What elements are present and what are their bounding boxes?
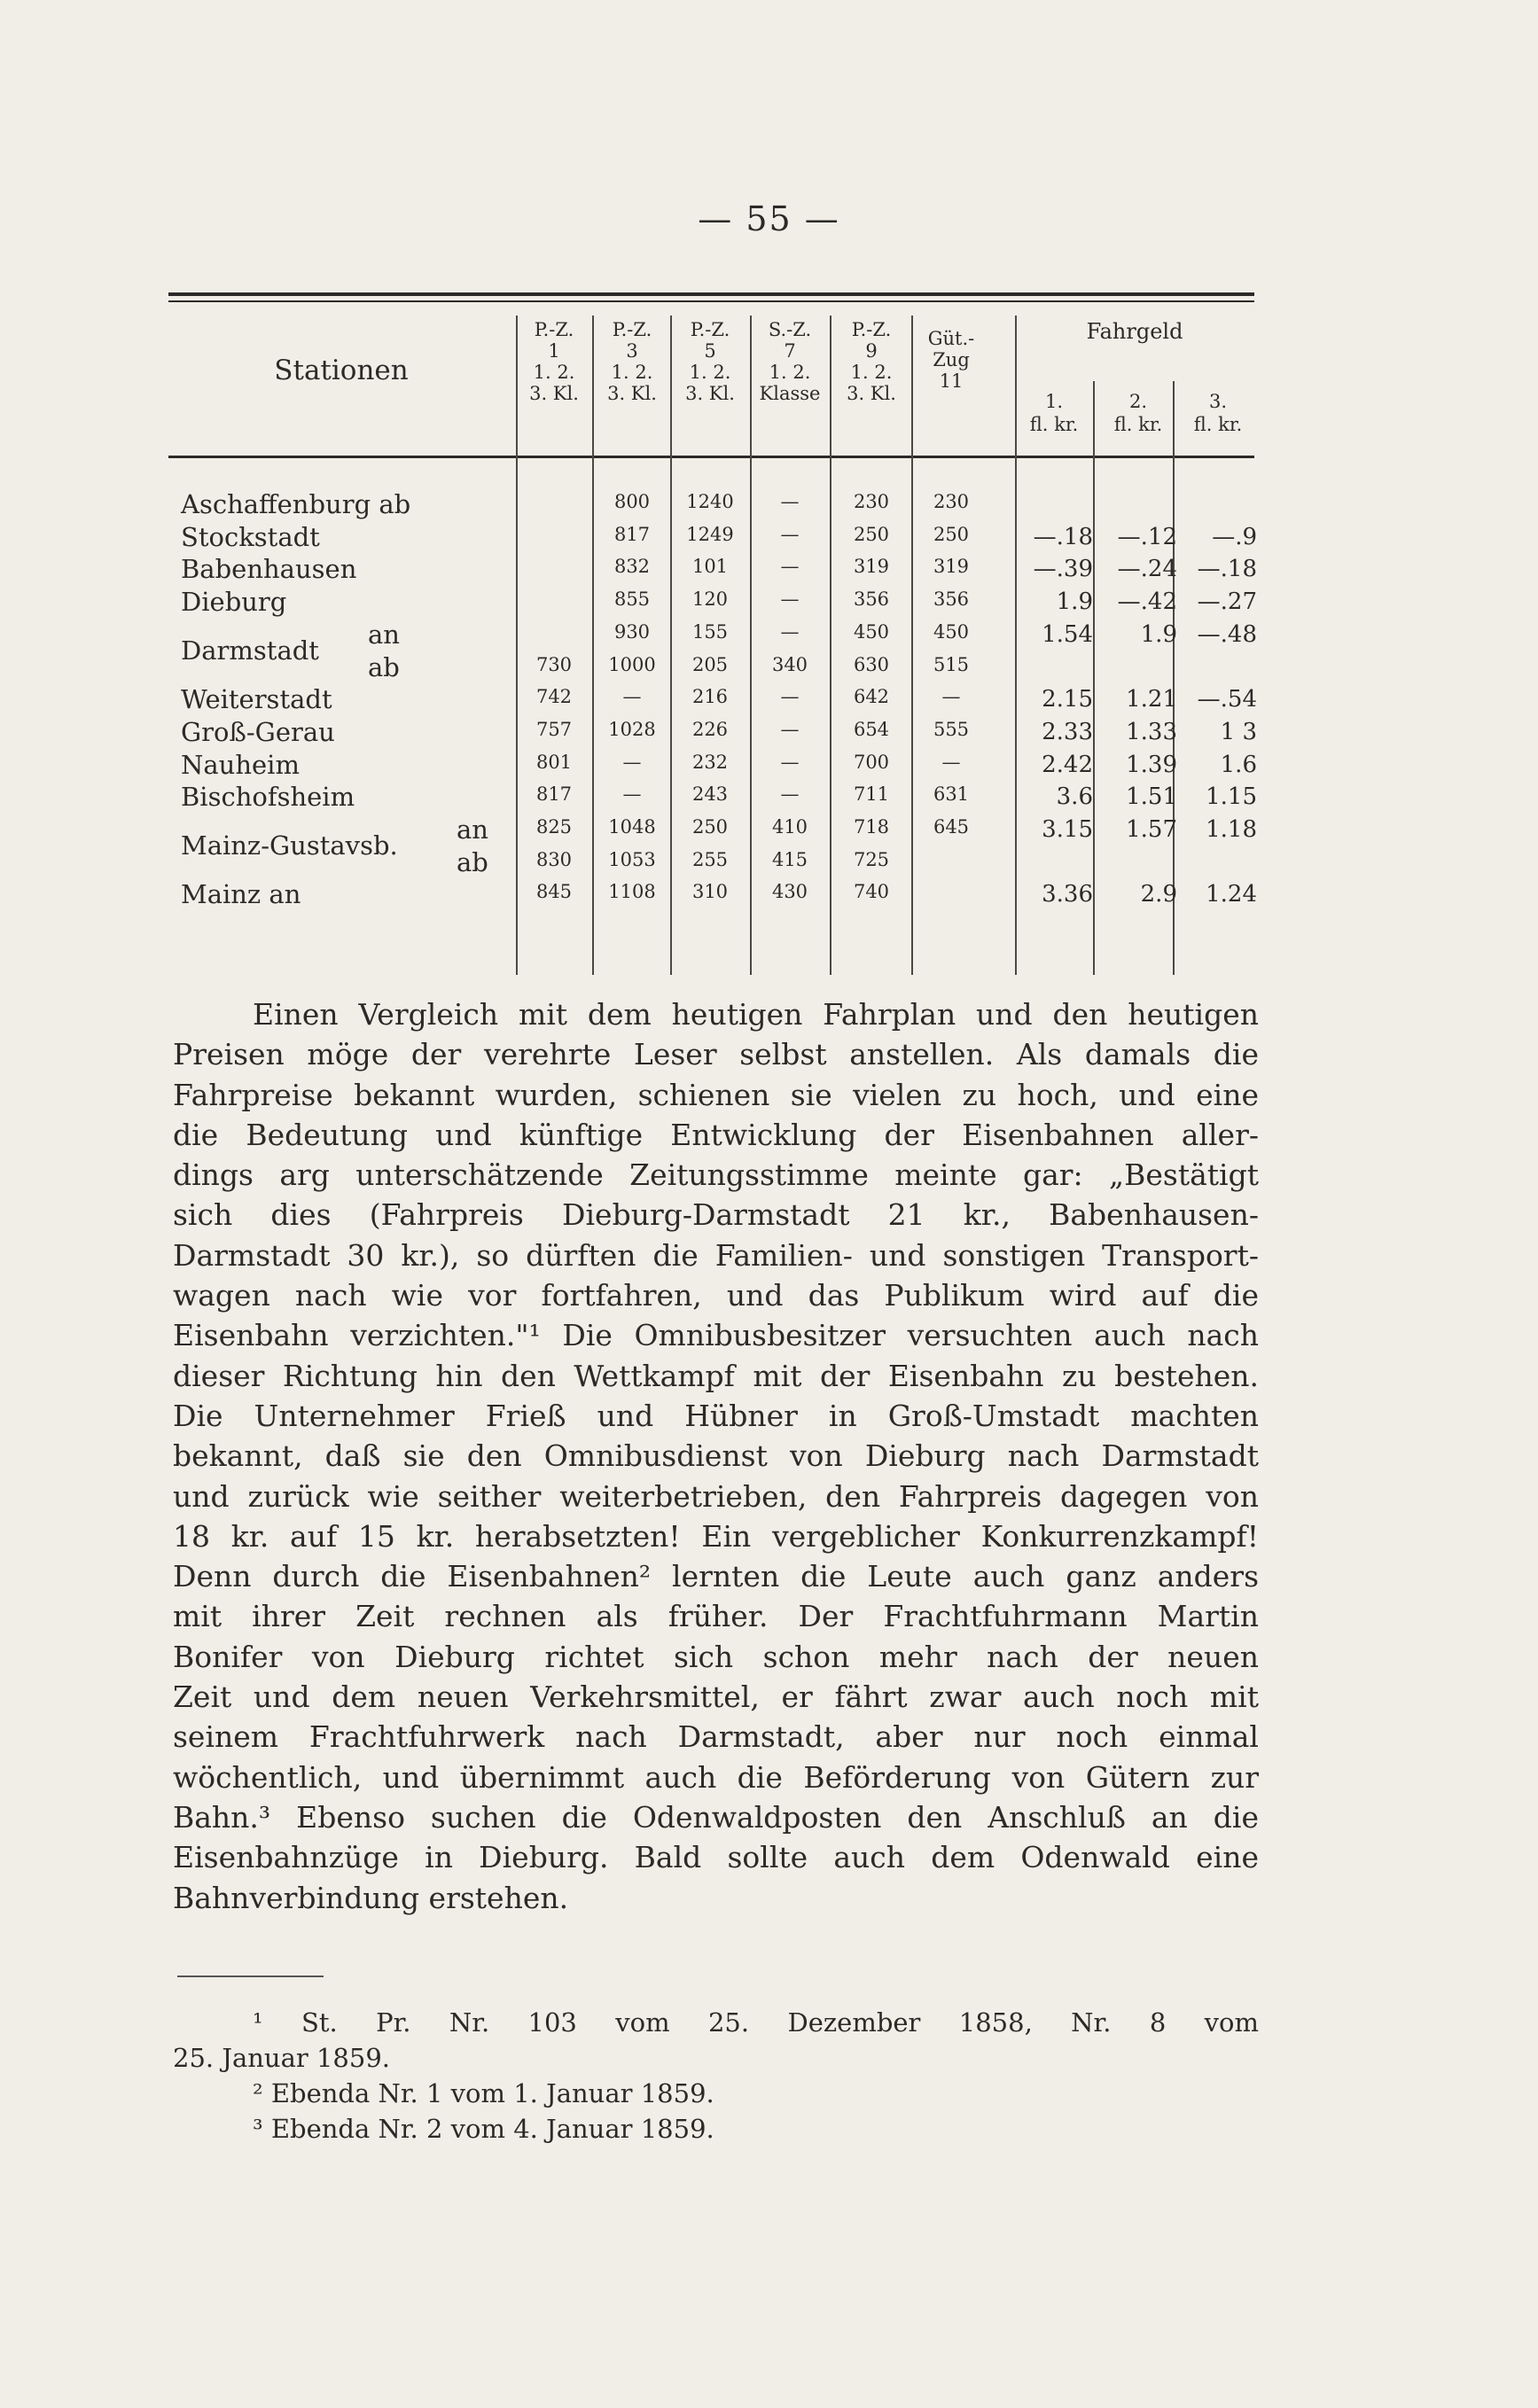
- fare-cell: 1.24: [1206, 881, 1257, 908]
- time-cell: 711: [853, 783, 890, 806]
- fare-cell: —.42: [1117, 588, 1177, 616]
- time-cell: 319: [853, 556, 890, 578]
- column-header-line: P.-Z.: [534, 319, 574, 340]
- column-header-line: Klasse: [759, 383, 821, 404]
- body-text-line: Eisenbahnzüge in Dieburg. Bald sollte auch dem Odenwald eine: [173, 1840, 1259, 1875]
- footnote-line: ² Ebenda Nr. 1 vom 1. Januar 1859.: [253, 2078, 714, 2108]
- column-header-line: 7: [784, 340, 796, 362]
- fare-cell: 3.36: [1042, 881, 1093, 908]
- fare-column-header-line: 2.: [1128, 391, 1148, 412]
- time-cell: 817: [613, 523, 651, 545]
- body-text-line: Eisenbahn verzichten."¹ Die Omnibusbesitzer versuchten auch nach: [173, 1318, 1259, 1353]
- station-name: Groß-Gerau: [181, 716, 335, 747]
- time-cell: —: [780, 620, 800, 643]
- time-cell: 654: [853, 718, 890, 740]
- fare-column-header: [1015, 390, 1093, 436]
- fare-cell: 1.21: [1126, 686, 1177, 713]
- time-cell: 450: [933, 620, 970, 643]
- body-text-line: die Bedeutung und künftige Entwicklung der Eisenbahnen aller-: [173, 1117, 1259, 1152]
- time-cell: 718: [853, 816, 890, 838]
- time-cell: 1249: [686, 523, 734, 545]
- table-row: [168, 587, 1257, 620]
- column-header-line: 5: [704, 340, 716, 362]
- fare-cell: —.18: [1033, 523, 1093, 550]
- station-name-darmstadt: Darmstadt: [181, 635, 319, 666]
- station-name: Mainz an: [181, 879, 301, 910]
- column-header-line: 1. 2.: [850, 362, 893, 383]
- body-text-line: Preisen möge der verehrte Leser selbst anstellen. Als damals die: [173, 1037, 1259, 1072]
- fare-cell: —.9: [1212, 523, 1257, 550]
- fare-cell: —.24: [1117, 556, 1177, 583]
- time-cell: 450: [853, 620, 890, 643]
- fare-column-header: [1099, 390, 1177, 436]
- column-header-line: S.-Z.: [768, 319, 812, 340]
- body-text-line: Darmstadt 30 kr.), so dürften die Familien- und sonstigen Transport-: [173, 1237, 1259, 1273]
- time-cell: 1108: [608, 881, 656, 903]
- time-cell: 250: [691, 816, 729, 838]
- page-number: — 55 —: [698, 199, 840, 238]
- time-cell: 631: [933, 783, 970, 806]
- fare-cell: —.39: [1033, 556, 1093, 583]
- column-header-line: 1. 2.: [689, 362, 731, 383]
- time-cell: 1000: [608, 653, 656, 675]
- column-header-line: 1. 2.: [611, 362, 653, 383]
- fare-cell: 1.6: [1220, 751, 1257, 778]
- table-row: [168, 782, 1257, 814]
- time-cell: —: [780, 523, 800, 545]
- time-cell: —: [780, 491, 800, 512]
- time-cell: 800: [613, 491, 651, 512]
- fare-cell: 3.15: [1042, 816, 1093, 843]
- time-cell: 757: [535, 718, 573, 740]
- fare-column-header-line: fl. kr.: [1029, 414, 1079, 435]
- column-header-line: 3: [626, 340, 638, 362]
- time-cell: 243: [691, 783, 729, 806]
- body-text-line: Bahn.³ Ebenso suchen die Odenwaldposten den Anschluß an die: [173, 1799, 1259, 1835]
- column-header-line: 1. 2.: [533, 362, 575, 383]
- fare-cell: 1.51: [1126, 783, 1177, 811]
- fare-cell: 2.33: [1042, 718, 1093, 745]
- column-header-line: 3. Kl.: [529, 383, 579, 404]
- time-cell: 817: [535, 783, 573, 806]
- time-cell: 801: [535, 751, 573, 773]
- time-cell: 430: [771, 881, 808, 903]
- time-cell: 855: [613, 588, 651, 611]
- body-text-line: dings arg unterschätzende Zeitungsstimme meinte gar: „Bestätigt: [173, 1157, 1259, 1193]
- arrival-departure-label: an: [368, 619, 400, 650]
- stations-header: Stationen: [274, 355, 409, 386]
- station-name: Nauheim: [181, 749, 300, 780]
- station-name: Weiterstadt: [181, 684, 332, 715]
- time-cell: 120: [691, 588, 729, 611]
- arrival-departure-label: an: [457, 814, 488, 845]
- body-text-line: mit ihrer Zeit rechnen als früher. Der Frachtfuhrmann Martin: [173, 1599, 1259, 1634]
- fare-column-header-line: fl. kr.: [1113, 414, 1163, 435]
- column-header-pz1: [516, 319, 592, 404]
- arrival-departure-label: ab: [368, 651, 400, 682]
- station-name-mainz-gustavsburg: Mainz-Gustavsb.: [181, 830, 398, 861]
- table-row: [168, 652, 1254, 685]
- footnote-line: ³ Ebenda Nr. 2 vom 4. Januar 1859.: [253, 2114, 714, 2144]
- body-text-line: wagen nach wie vor fortfahren, und das Publikum wird auf die: [173, 1278, 1259, 1313]
- fare-cell: —.48: [1197, 620, 1257, 648]
- time-cell: —: [780, 588, 800, 611]
- body-text-line: seinem Frachtfuhrwerk nach Darmstadt, aber nur noch einmal: [173, 1719, 1259, 1755]
- fare-cell: 1.15: [1206, 783, 1257, 811]
- time-cell: 250: [853, 523, 890, 545]
- time-cell: 740: [853, 881, 890, 903]
- body-text-line: bekannt, daß sie den Omnibusdienst von Dieburg nach Darmstadt: [173, 1438, 1259, 1474]
- time-cell: 230: [933, 491, 970, 512]
- time-cell: 730: [535, 653, 573, 675]
- fare-cell: 2.15: [1042, 686, 1093, 713]
- column-header-line: P.-Z.: [612, 319, 652, 340]
- arrival-departure-label: ab: [457, 846, 488, 877]
- time-cell: 825: [535, 816, 573, 838]
- body-text-line: dieser Richtung hin den Wettkampf mit der Eisenbahn zu bestehen.: [173, 1358, 1259, 1393]
- time-cell: —: [941, 686, 961, 708]
- body-text-line: Einen Vergleich mit dem heutigen Fahrplan und den heutigen: [253, 997, 1259, 1032]
- fare-cell: —.54: [1197, 686, 1257, 713]
- column-header-line: 1. 2.: [769, 362, 811, 383]
- fare-cell: 2.42: [1042, 751, 1093, 778]
- time-cell: 1240: [686, 491, 734, 512]
- table-top-rule-thin: [168, 300, 1254, 302]
- time-cell: —: [622, 783, 642, 806]
- table-row: [168, 716, 1257, 750]
- fare-cell: —.12: [1117, 523, 1177, 550]
- time-cell: 340: [771, 653, 808, 675]
- time-cell: —: [780, 686, 800, 708]
- table-row: [168, 554, 1257, 587]
- time-cell: 250: [933, 523, 970, 545]
- fare-cell: —.27: [1197, 588, 1257, 616]
- column-header-line: 3. Kl.: [847, 383, 896, 404]
- fare-cell: —.18: [1197, 556, 1257, 583]
- time-cell: 230: [853, 491, 890, 512]
- body-text-line: Denn durch die Eisenbahnen² lernten die Leute auch ganz anders: [173, 1559, 1259, 1594]
- time-cell: 255: [691, 848, 729, 870]
- time-cell: 155: [691, 620, 729, 643]
- fare-cell: 1 3: [1220, 718, 1257, 745]
- fare-cell: 1.39: [1126, 751, 1177, 778]
- time-cell: 1053: [608, 848, 656, 870]
- time-cell: 555: [933, 718, 970, 740]
- body-text-line: 18 kr. auf 15 kr. herabsetzten! Ein vergeblicher Konkurrenzkampf!: [173, 1518, 1259, 1554]
- column-header-line: 9: [865, 340, 878, 362]
- station-name: Dieburg: [181, 587, 287, 618]
- time-cell: 356: [853, 588, 890, 611]
- time-cell: 410: [771, 816, 808, 838]
- fare-column-header-line: 3.: [1208, 391, 1228, 412]
- table-row: [168, 749, 1257, 783]
- column-header-line: 11: [939, 370, 964, 392]
- column-header-pz3: [594, 319, 670, 404]
- time-cell: 205: [691, 653, 729, 675]
- body-text-line: und zurück wie seither weiterbetrieben, den Fahrpreis dagegen von: [173, 1478, 1259, 1514]
- fare-column-header-line: fl. kr.: [1193, 414, 1243, 435]
- body-text: [173, 994, 1259, 1918]
- time-cell: 725: [853, 848, 890, 870]
- time-cell: —: [780, 718, 800, 740]
- time-cell: —: [780, 751, 800, 773]
- footnote-rule: [177, 1975, 324, 1977]
- body-text-line: Zeit und dem neuen Verkehrsmittel, er fährt zwar auch noch mit: [173, 1679, 1259, 1715]
- body-text-line: Bahnverbindung erstehen.: [173, 1880, 569, 1915]
- time-cell: 642: [853, 686, 890, 708]
- column-header-sz7: [752, 319, 828, 404]
- column-header-line: 1: [548, 340, 560, 362]
- time-cell: 1028: [608, 718, 656, 740]
- station-name: Aschaffenburg ab: [181, 489, 411, 519]
- table-row: [168, 879, 1257, 912]
- time-cell: 216: [691, 686, 729, 708]
- table-header-rule: [168, 456, 1254, 458]
- fare-cell: 1.9: [1056, 588, 1093, 616]
- station-name: Bischofsheim: [181, 782, 355, 813]
- time-cell: —: [941, 751, 961, 773]
- time-cell: 232: [691, 751, 729, 773]
- time-cell: 515: [933, 653, 970, 675]
- time-cell: 930: [613, 620, 651, 643]
- column-header-gz11: [913, 328, 989, 392]
- fare-cell: 1.57: [1126, 816, 1177, 843]
- station-name: Stockstadt: [181, 521, 320, 552]
- table-row: [168, 619, 1257, 652]
- time-cell: 310: [691, 881, 729, 903]
- time-cell: 1048: [608, 816, 656, 838]
- body-text-line: Fahrpreise bekannt wurden, schienen sie vielen zu hoch, und eine: [173, 1077, 1259, 1112]
- timetable: [168, 292, 1257, 1001]
- column-header-line: 3. Kl.: [607, 383, 657, 404]
- fare-cell: 1.54: [1042, 620, 1093, 648]
- time-cell: 832: [613, 556, 651, 578]
- fare-column-header-line: 1.: [1044, 391, 1064, 412]
- fare-cell: 1.9: [1140, 620, 1177, 648]
- column-header-line: Zug: [933, 349, 970, 370]
- column-header-pz9: [833, 319, 910, 404]
- time-cell: 645: [933, 816, 970, 838]
- fare-cell: 2.9: [1140, 881, 1177, 908]
- time-cell: 630: [853, 653, 890, 675]
- footnotes: [173, 2005, 1259, 2147]
- time-cell: —: [622, 751, 642, 773]
- body-text-line: wöchentlich, und übernimmt auch die Beförderung von Gütern zur: [173, 1759, 1259, 1795]
- table-row: [168, 684, 1257, 717]
- time-cell: 226: [691, 718, 729, 740]
- time-cell: 830: [535, 848, 573, 870]
- fare-cell: 3.6: [1056, 783, 1093, 811]
- time-cell: 101: [691, 556, 729, 578]
- column-header-line: P.-Z.: [851, 319, 892, 340]
- time-cell: 356: [933, 588, 970, 611]
- fare-column-header: [1179, 390, 1257, 436]
- fare-cell: 1.18: [1206, 816, 1257, 843]
- fare-header: Fahrgeld: [1086, 319, 1183, 344]
- table-row: [168, 521, 1257, 555]
- column-header-line: 3. Kl.: [685, 383, 735, 404]
- column-header-line: Güt.-: [927, 328, 975, 349]
- table-row: [168, 489, 1254, 522]
- column-header-pz5: [672, 319, 748, 404]
- table-top-rule: [168, 292, 1254, 296]
- time-cell: —: [780, 783, 800, 806]
- footnote-line: 25. Januar 1859.: [173, 2043, 390, 2073]
- time-cell: —: [622, 686, 642, 708]
- footnote-line: ¹ St. Pr. Nr. 103 vom 25. Dezember 1858, Nr. 8 vom: [253, 2007, 1259, 2038]
- body-text-line: sich dies (Fahrpreis Dieburg-Darmstadt 21 kr., Babenhausen-: [173, 1197, 1259, 1233]
- time-cell: —: [780, 556, 800, 578]
- fare-cell: 1.33: [1126, 718, 1177, 745]
- body-text-line: Die Unternehmer Frieß und Hübner in Groß-Umstadt machten: [173, 1398, 1259, 1433]
- time-cell: 845: [535, 881, 573, 903]
- body-text-line: Bonifer von Dieburg richtet sich schon mehr nach der neuen: [173, 1639, 1259, 1674]
- station-name: Babenhausen: [181, 554, 357, 585]
- time-cell: 742: [535, 686, 573, 708]
- column-header-line: P.-Z.: [690, 319, 730, 340]
- time-cell: 700: [853, 751, 890, 773]
- time-cell: 319: [933, 556, 970, 578]
- time-cell: 415: [771, 848, 808, 870]
